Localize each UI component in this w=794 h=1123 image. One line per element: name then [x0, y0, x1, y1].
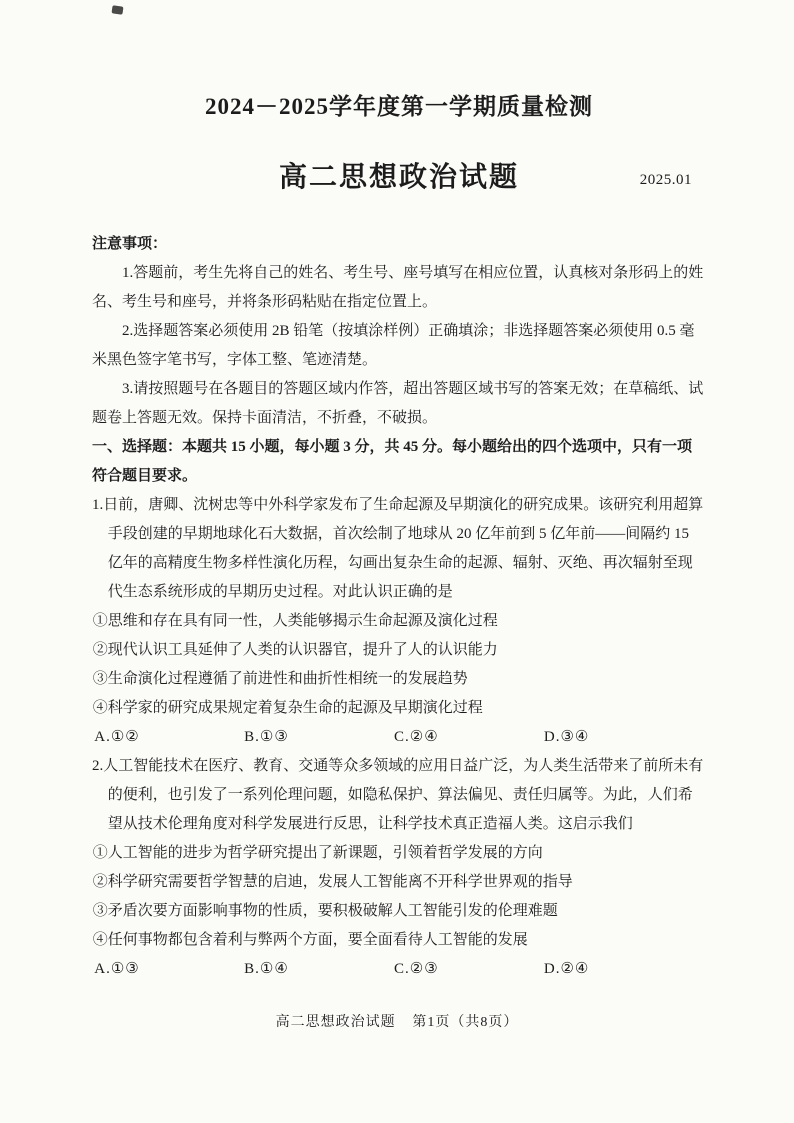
question-1-item-2: ②现代认识工具延伸了人类的认识器官，提升了人的认识能力: [92, 642, 498, 658]
section-heading: 一、选择题：本题共 15 小题，每小题 3 分，共 45 分。每小题给出的四个选项中，只有一项符合题目要求。: [92, 439, 693, 484]
subtitle-row: [92, 160, 706, 200]
exam-content: [92, 0, 706, 984]
exam-date: 2025.01: [639, 172, 692, 188]
question-1-options: [93, 723, 706, 752]
question-2-option-a: A.①③: [94, 961, 140, 977]
question-1-option-a: A.①②: [94, 729, 140, 745]
question-2-item-3: ③矛盾次要方面影响事物的性质，要积极破解人工智能引发的伦理难题: [92, 903, 558, 919]
question-2-item-4: ④任何事物都包含着利与弊两个方面，要全面看待人工智能的发展: [92, 932, 528, 948]
question-1-stem: 1.日前，唐卿、沈树忠等中外科学家发布了生命起源及早期演化的研究成果。该研究利用超算手段创建的早期地球化石大数据，首次绘制了地球从 20 亿年前到 5 亿年前——间隔约 15 亿年的高精度生物多样性演化历程，勾画出复杂生命的起源、辐射、灭绝、再次辐射至现代生态系统形成的早期历史过程。对此认识正确的是: [92, 497, 704, 600]
question-2-option-b: B.①④: [244, 961, 289, 977]
question-2-option-d: D.②④: [543, 961, 590, 977]
question-1-item-4: ④科学家的研究成果规定着复杂生命的起源及早期演化过程: [92, 700, 483, 716]
question-block-2: [92, 752, 706, 984]
question-1-option-c: C.②④: [394, 729, 439, 745]
notice-item-3: 3.请按照题号在各题目的答题区域内作答，超出答题区域书写的答案无效；在草稿纸、试题卷上答题无效。保持卡面清洁，不折叠，不破损。: [92, 381, 704, 426]
question-2-item-1: ①人工智能的进步为哲学研究提出了新课题，引领着哲学发展的方向: [92, 845, 543, 861]
question-block-1: [92, 491, 706, 752]
page-title: 2024－2025学年度第一学期质量检测: [205, 94, 593, 119]
question-2-item-2: ②科学研究需要哲学智慧的启迪，发展人工智能离不开科学世界观的指导: [92, 874, 573, 890]
question-2-stem: 2.人工智能技术在医疗、教育、交通等众多领域的应用日益广泛，为人类生活带来了前所未有的便利，也引发了一系列伦理问题，如隐私保护、算法偏见、责任归属等。为此，人们希望从技术伦理角度对科学发展进行反思，让科学技术真正造福人类。这启示我们: [92, 758, 704, 832]
question-1-item-3: ③生命演化过程遵循了前进性和曲折性相统一的发展趋势: [92, 671, 468, 687]
exam-subject-title: 高二思想政治试题: [278, 162, 519, 193]
question-1-item-1: ①思维和存在具有同一性，人类能够揭示生命起源及演化过程: [92, 613, 498, 629]
question-2-option-c: C.②③: [394, 961, 439, 977]
footer-page-number: 第1页（共8页）: [412, 1015, 519, 1030]
question-2-options: [93, 955, 706, 984]
notice-item-2: 2.选择题答案必须使用 2B 铅笔（按填涂样例）正确填涂；非选择题答案必须使用 0.5 毫米黑色签字笔书写，字体工整、笔迹清楚。: [92, 323, 695, 368]
question-1-option-b: B.①③: [244, 729, 289, 745]
page-footer: [0, 1011, 794, 1031]
question-1-option-d: D.③④: [543, 729, 590, 745]
notice-heading: 注意事项：: [92, 236, 168, 252]
question-1-body: [92, 607, 706, 752]
notice-item-1: 1.答题前，考生先将自己的姓名、考生号、座号填写在相应位置，认真核对条形码上的姓名、考生号和座号，并将条形码粘贴在指定位置上。: [92, 265, 704, 310]
footer-exam-name: 高二思想政治试题: [275, 1015, 396, 1030]
question-2-body: [92, 839, 706, 984]
